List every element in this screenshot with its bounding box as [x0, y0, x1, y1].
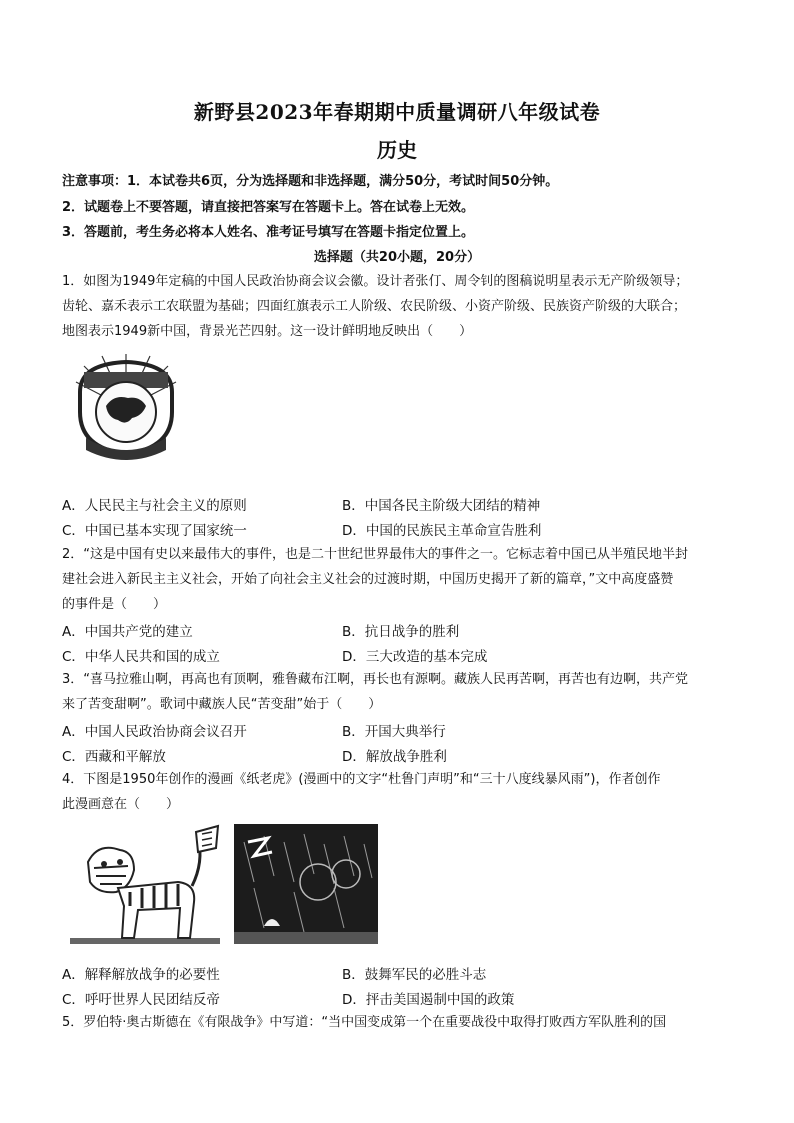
q5-line-1: 5．罗伯特·奥古斯德在《有限战争》中写道：“当中国变成第一个在重要战役中取得打败西方军队胜利的国 — [62, 1015, 667, 1030]
q2-options-row-2 — [62, 645, 742, 667]
q2-line-1: 2．“这是中国有史以来最伟大的事件，也是二十世纪世界最伟大的事件之一。它标志着中国已从半殖民地半封 — [62, 547, 689, 562]
q1-option-a[interactable]: A．人民民主与社会主义的原则 — [62, 498, 247, 514]
q1-line-2: 齿轮、嘉禾表示工农联盟为基础；四面红旗表示工人阶级、农民阶级、小资产阶级、民族资产阶级的大联合； — [62, 299, 687, 314]
q4-option-d[interactable]: D．抨击美国遏制中国的政策 — [342, 992, 515, 1008]
q3-options-row-1 — [62, 720, 742, 742]
tiger-cartoon-panel — [70, 826, 220, 944]
q2-option-b[interactable]: B．抗日战争的胜利 — [342, 624, 460, 640]
q1-options-row-1 — [62, 494, 742, 516]
q3-option-a[interactable]: A．中国人民政治协商会议召开 — [62, 724, 247, 740]
q2-line-2: 建社会进入新民主主义社会，开始了向社会主义社会的过渡时期，中国历史揭开了新的篇章，”文中高度盛赞 — [62, 572, 674, 587]
q4-line-2: 此漫画意在（ ） — [62, 797, 180, 812]
q4-option-b[interactable]: B．鼓舞军民的必胜斗志 — [342, 967, 487, 983]
exam-title: 新野县2023年春期期中质量调研八年级试卷 — [193, 100, 601, 124]
q3-option-d[interactable]: D．解放战争胜利 — [342, 749, 447, 765]
note-line-3: 3．答题前，考生务必将本人姓名、准考证号填写在答题卡指定位置上。 — [62, 225, 475, 240]
exam-subject: 历史 — [377, 138, 417, 162]
note-line-2: 2．试题卷上不要答题，请直接把答案写在答题卡上。答在试卷上无效。 — [62, 200, 475, 215]
q3-options-row-2 — [62, 745, 742, 767]
q2-options-row-1 — [62, 620, 742, 642]
q2-option-d[interactable]: D．三大改造的基本完成 — [342, 649, 488, 665]
q1-option-c[interactable]: C．中国已基本实现了国家统一 — [62, 523, 247, 539]
q1-option-d[interactable]: D．中国的民族民主革命宣告胜利 — [342, 523, 542, 539]
q1-line-1: 1．如图为1949年定稿的中国人民政治协商会议会徽。设计者张仃、周令钊的图稿说明星表示无产阶级领导； — [62, 274, 689, 289]
q1-option-b[interactable]: B．中国各民主阶级大团结的精神 — [342, 498, 541, 514]
q4-option-c[interactable]: C．呼吁世界人民团结反帝 — [62, 992, 220, 1008]
paper-tiger-cartoon-image — [68, 822, 380, 948]
q3-line-2: 来了苦变甜啊”。歌词中藏族人民“苦变甜”始于（ ） — [62, 697, 382, 712]
q1-options-row-2 — [62, 519, 742, 541]
q3-option-b[interactable]: B．开国大典举行 — [342, 724, 446, 740]
q1-line-3: 地图表示1949新中国，背景光芒四射。这一设计鲜明地反映出（ ） — [62, 324, 473, 339]
q3-option-c[interactable]: C．西藏和平解放 — [62, 749, 166, 765]
note-line-1: 注意事项：1．本试卷共6页，分为选择题和非选择题，满分50分，考试时间50分钟。 — [62, 174, 559, 189]
q2-option-c[interactable]: C．中华人民共和国的成立 — [62, 649, 220, 665]
q4-options-row-2 — [62, 988, 742, 1010]
q4-options-row-1 — [62, 963, 742, 985]
q3-line-1: 3．“喜马拉雅山啊，再高也有顶啊，雅鲁藏布江啊，再长也有源啊。藏族人民再苦啊，再苦也有边啊，共产党 — [62, 672, 689, 687]
q4-option-a[interactable]: A．解释解放战争的必要性 — [62, 967, 220, 983]
cppcc-emblem-image — [70, 352, 182, 468]
q4-line-1: 4．下图是1950年创作的漫画《纸老虎》(漫画中的文字“杜鲁门声明”和“三十八度线暴风雨”)，作者创作 — [62, 772, 661, 787]
section-title: 选择题（共20小题，20分） — [313, 250, 481, 265]
q2-line-3: 的事件是（ ） — [62, 597, 167, 612]
q2-option-a[interactable]: A．中国共产党的建立 — [62, 624, 193, 640]
storm-cartoon-panel — [234, 824, 378, 944]
